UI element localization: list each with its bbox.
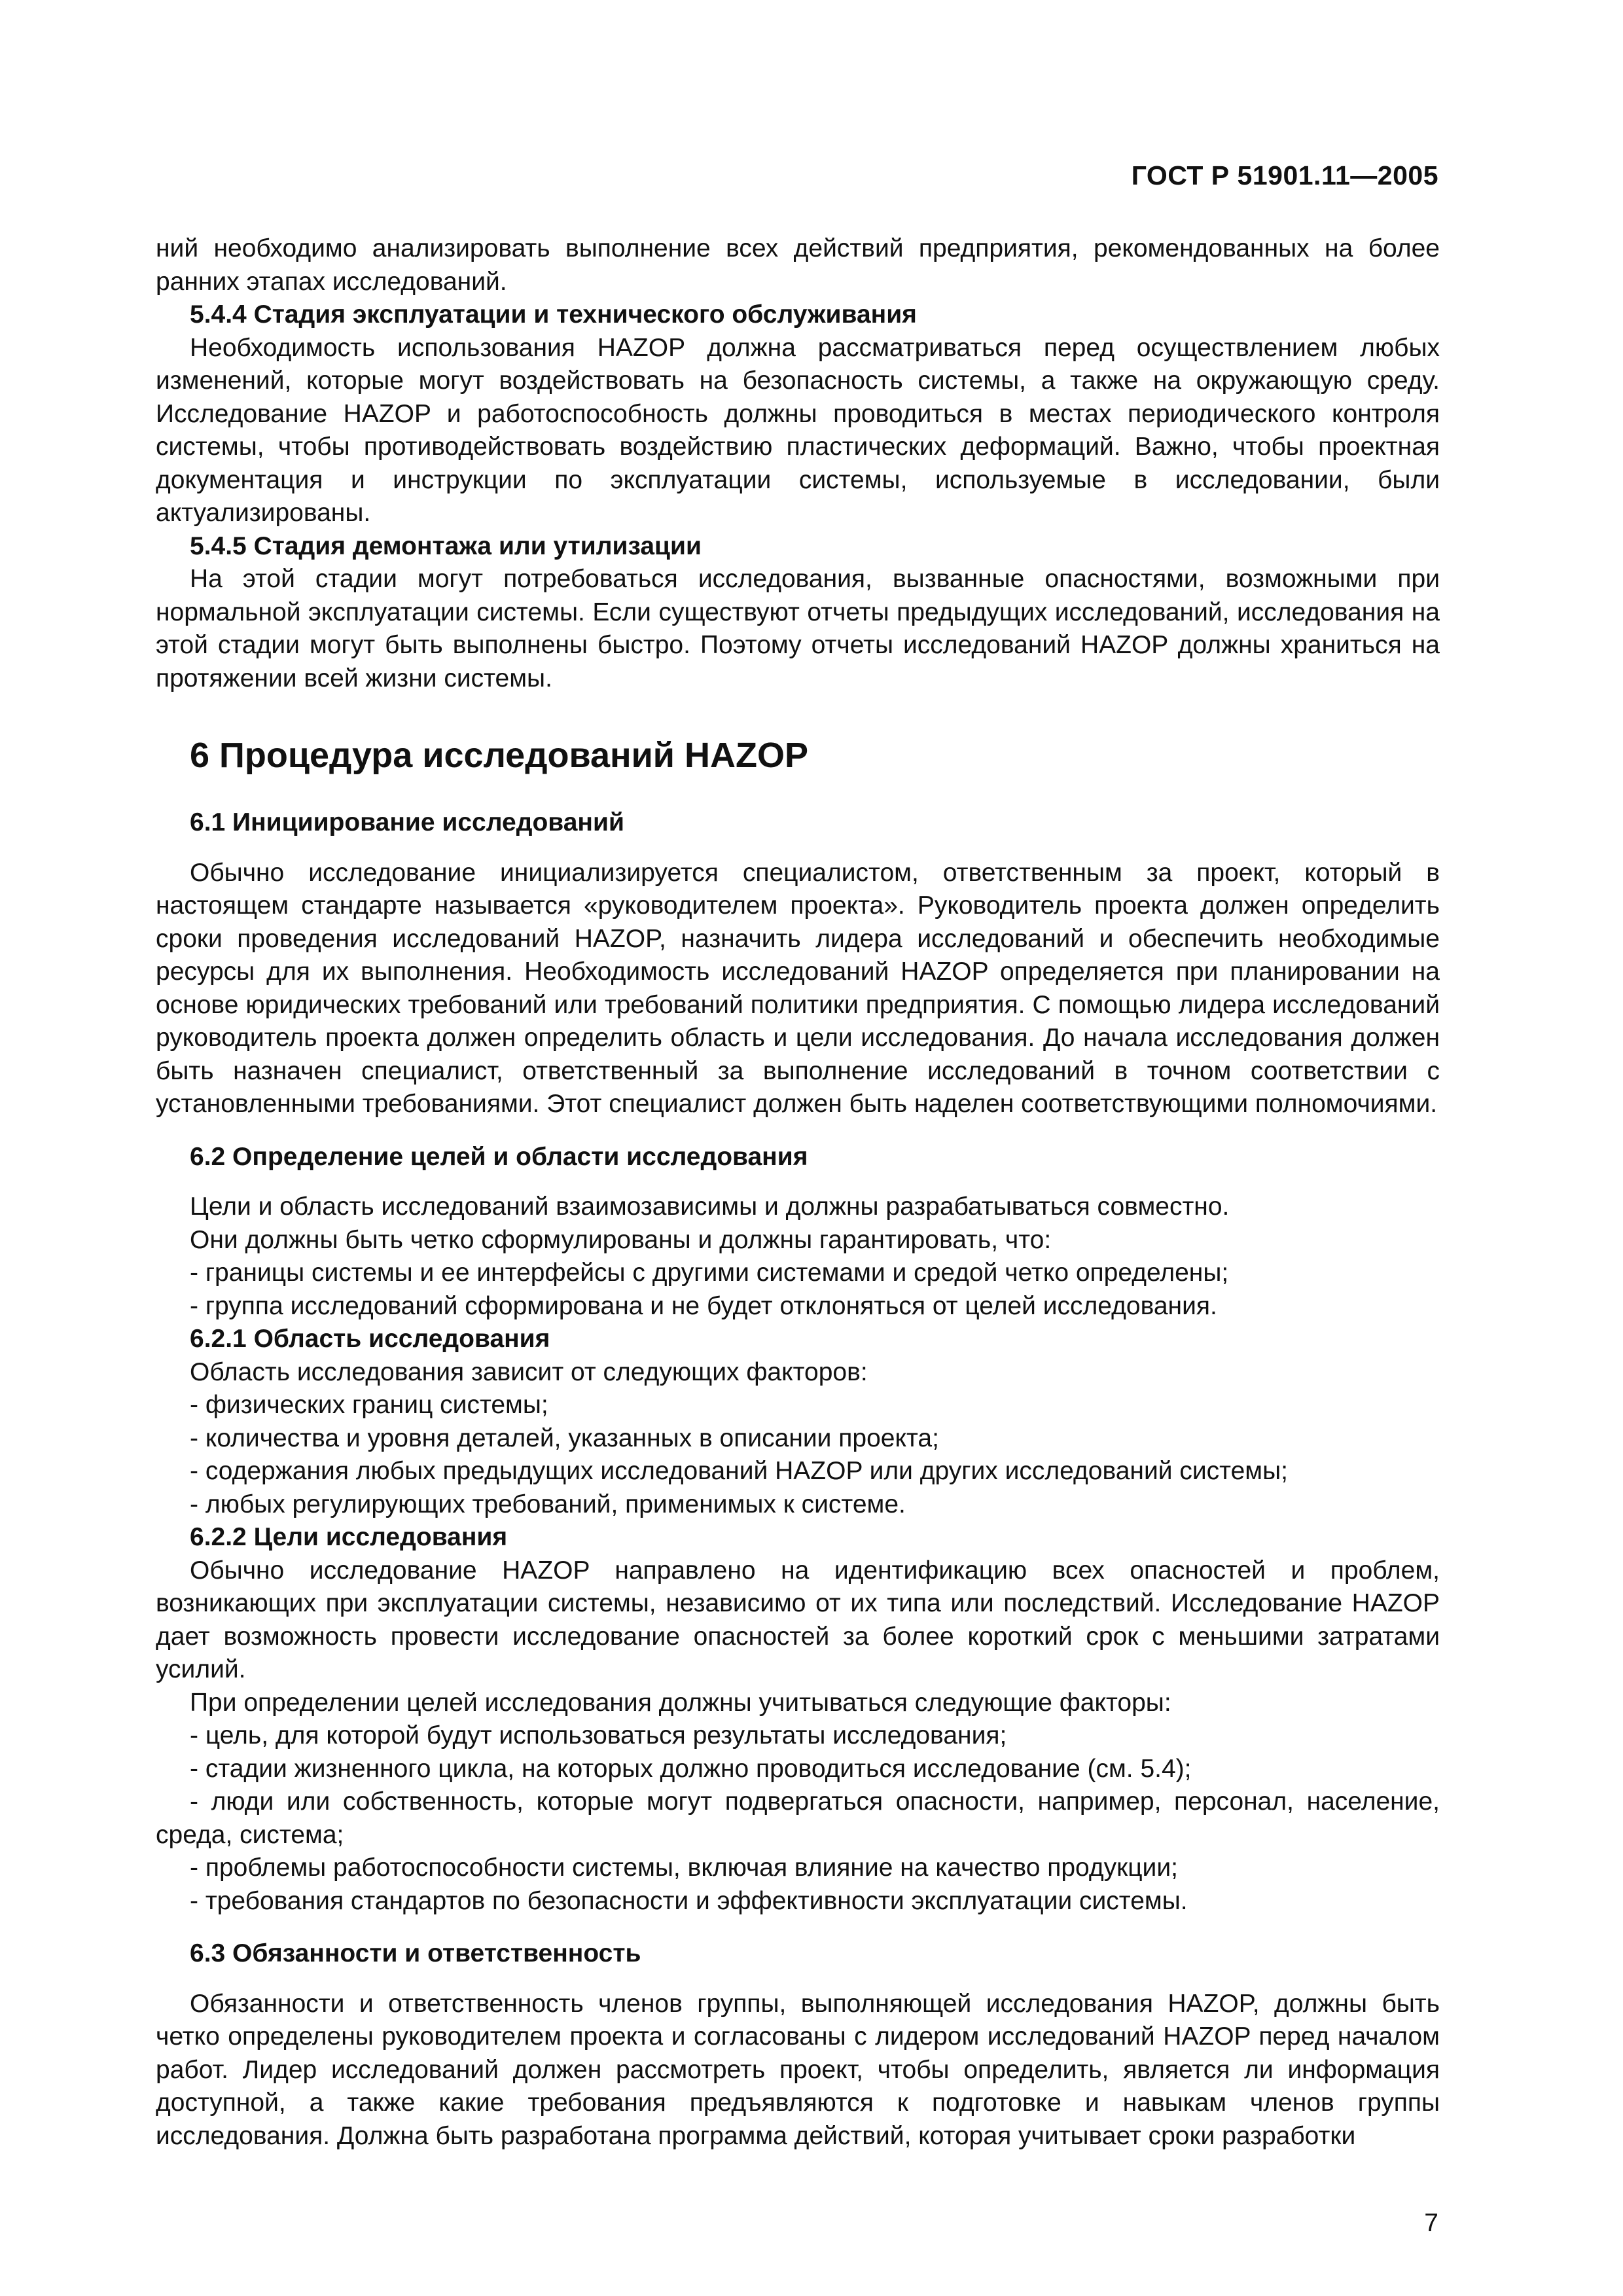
- paragraph-6-1: Обычно исследование инициализируется специалистом, ответственным за проект, который в настоящем стандарте называется «руководителем проекта». Руководитель проекта должен определить сроки проведения исследований HAZOP, назначить лидера исследований и обеспечить необходимые ресурсы для их выполнения. Необходимость исследований HAZOP определяется при планировании на основе юридических требований или требований политики предприятия. С помощью лидера исследований руководитель проекта должен определить область и цели исследования. До начала исследования должен быть назначен специалист, ответственный за выполнение исследований в точном соответствии с установленными требованиями. Этот специалист должен быть наделен соответствующими полномочиями.: [156, 858, 1440, 1118]
- list-item-6-2-1-d: - содержания любых предыдущих исследований HAZOP или других исследований системы;: [190, 1457, 1288, 1485]
- heading-5-4-5: 5.4.5 Стадия демонтажа или утилизации: [190, 531, 702, 560]
- list-item-6-2-1-e: - любых регулирующих требований, применимых к системе.: [190, 1490, 906, 1518]
- paragraph-6-2-1-a: Область исследования зависит от следующих факторов:: [190, 1357, 868, 1386]
- list-item-6-2-1-b: - физических границ системы;: [190, 1391, 548, 1419]
- paragraph-6-2-2-b: При определении целей исследования должны учитываться следующие факторы:: [190, 1688, 1171, 1717]
- list-item-6-2-d: - группа исследований сформирована и не будет отклоняться от целей исследования.: [190, 1291, 1217, 1320]
- list-item-6-2-2-f: - проблемы работоспособности системы, включая влияние на качество продукции;: [190, 1854, 1178, 1882]
- paragraph-5-4-5: На этой стадии могут потребоваться исследования, вызванные опасностями, возможными при нормальной эксплуатации системы. Если существуют отчеты предыдущих исследований, исследования на этой стадии могут быть выполнены быстро. Поэтому отчеты исследований HAZOP должны храниться на протяжении всей жизни системы.: [156, 565, 1440, 692]
- heading-6-1: 6.1 Инициирование исследований: [190, 808, 624, 836]
- paragraph-6-2-b: Они должны быть четко сформулированы и должны гарантировать, что:: [190, 1225, 1052, 1254]
- list-item-6-2-2-g: - требования стандартов по безопасности и эффективности эксплуатации системы.: [190, 1886, 1188, 1915]
- list-item-6-2-2-d: - стадии жизненного цикла, на которых должно проводиться исследование (см. 5.4);: [190, 1754, 1192, 1783]
- continued-paragraph: ний необходимо анализировать выполнение всех действий предприятия, рекомендованных на более ранних этапах исследований.: [156, 234, 1440, 296]
- heading-section-6: 6 Процедура исследований HAZOP: [190, 736, 808, 775]
- list-item-6-2-1-c: - количества и уровня деталей, указанных в описании проекта;: [190, 1424, 939, 1452]
- paragraph-6-2-a: Цели и область исследований взаимозависимы и должны разрабатываться совместно.: [190, 1193, 1230, 1221]
- standard-code-header: ГОСТ Р 51901.11—2005: [1131, 160, 1438, 190]
- list-item-6-2-c: - границы системы и ее интерфейсы с другими системами и средой четко определены;: [190, 1259, 1229, 1287]
- page-content: [156, 232, 1440, 2153]
- heading-6-3: 6.3 Обязанности и ответственность: [190, 1939, 641, 1967]
- heading-5-4-4: 5.4.4 Стадия эксплуатации и технического обслуживания: [190, 300, 917, 329]
- paragraph-5-4-4: Необходимость использования HAZOP должна рассматриваться перед осуществлением любых изменений, которые могут воздействовать на безопасность системы, а также на окружающую среду. Исследование HAZOP и работоспособность должны проводиться в местах периодического контроля системы, чтобы противодействовать воздействию пластических деформаций. Важно, чтобы проектная документация и инструкции по эксплуатации системы, используемые в исследовании, были актуализированы.: [156, 333, 1440, 527]
- heading-6-2: 6.2 Определение целей и области исследования: [190, 1142, 808, 1171]
- heading-6-2-2: 6.2.2 Цели исследования: [190, 1523, 508, 1551]
- list-item-6-2-2-c: - цель, для которой будут использоваться результаты исследования;: [190, 1721, 1007, 1749]
- page-number: 7: [1424, 2209, 1438, 2237]
- list-item-6-2-2-e: - люди или собственность, которые могут подвергаться опасности, например, персонал, население, среда, система;: [156, 1787, 1440, 1849]
- paragraph-6-2-2-a: Обычно исследование HAZOP направлено на идентификацию всех опасностей и проблем, возникающих при эксплуатации системы, независимо от их типа или последствий. Исследование HAZOP дает возможность провести исследование опасностей за более короткий срок с меньшими затратами усилий.: [156, 1556, 1440, 1683]
- heading-6-2-1: 6.2.1 Область исследования: [190, 1325, 550, 1353]
- paragraph-6-3: Обязанности и ответственность членов группы, выполняющей исследования HAZOP, должны быть четко определены руководителем проекта и согласованы с лидером исследований HAZOP перед началом работ. Лидер исследований должен рассмотреть проект, чтобы определить, является ли информация доступной, а также какие требования предъявляются к подготовке и навыкам членов группы исследования. Должна быть разработана программа действий, которая учитывает сроки разработки: [156, 1989, 1440, 2150]
